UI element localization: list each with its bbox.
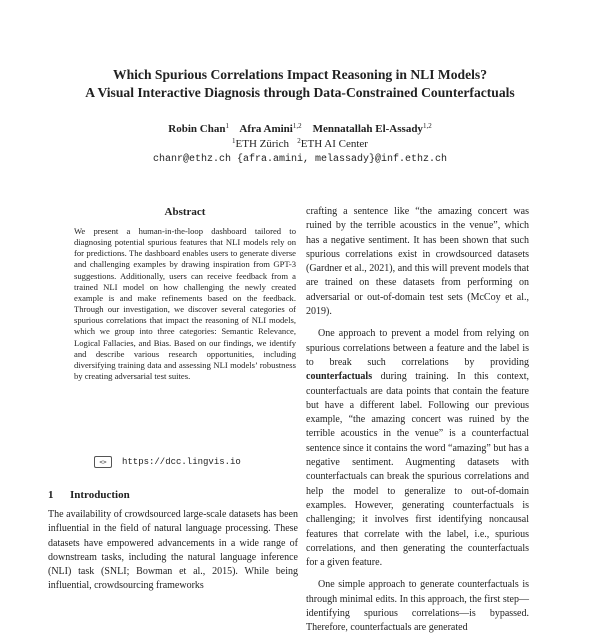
emphasis-term: counterfactuals [306, 371, 373, 383]
section-title: Introduction [70, 489, 130, 501]
section-heading [48, 489, 298, 501]
title-line-1: Which Spurious Correlations Impact Reasoning in NLI Models? [112, 67, 487, 82]
author-affiliation-mark: 1,2 [292, 122, 302, 130]
project-url[interactable]: https://dcc.lingvis.io [122, 457, 241, 467]
paper-title [20, 66, 580, 102]
author-emails: chanr@ethz.ch {afra.amini, melassady}@inf.ethz.ch [152, 154, 448, 165]
body-text: during training. In this context, counterfactuals are data points that contain the feature but have a different label. Following our previous example, “the amazing concert was ruined by the terrible acoustics in the venue” is a counterfactual sentence since it contains the word “amazing” but has a negative sentiment. Augmenting datasets with counterfactuals can break the spurious correlations and help the model to generalize to out-of-domain examples. However, generating counterfactuals is challenging; it involves first identifying noncausal features that correlate with the label, i.e., spurious correlations, and then generating the counterfactuals for a given feature. [306, 371, 529, 569]
author-affiliation-mark: 1,2 [422, 122, 432, 130]
body-text: One approach to prevent a model from relying on spurious correlations between a feature and the label is to break such correlations by providing [306, 328, 529, 368]
abstract-heading: Abstract [164, 206, 206, 218]
affiliation-mark: 2 [297, 137, 301, 145]
affiliation: ETH Zürich [235, 138, 289, 150]
affiliations [20, 137, 580, 152]
intro-paragraph: The availability of crowdsourced large-scale datasets has been influential in the field of natural language processing. These datasets have empowered advancements in a wide range of downstream tasks, including the natural language inference (NLI) task (SNLI; Bowman et al., 2015). While being influential, crowdsourcing frameworks [48, 509, 298, 592]
abstract-text: We present a human-in-the-loop dashboard tailored to diagnosing potential spurious features that NLI models rely on for predictions. The dashboard enables users to generate diverse and challenging examples by drawing inspiration from GPT-3 suggestions. Additionally, users can receive feedback from a trained NLI model on how challenging the newly created example is and make refinements based on the feedback. Through our investigation, we discover several categories of spurious correlations that impact the reasoning of NLI models, which we group into three categories: Semantic Relevance, Logical Fallacies, and Bias. Based on our findings, we identify and describe various research opportunities, including diversifying training data and assessing NLI models’ robustness by creating adversarial test suites. [74, 226, 296, 382]
right-column [306, 205, 529, 644]
body-paragraph: One simple approach to generate counterfactuals is through minimal edits. In this approach, the first step—identifying spurious correlations—is bypassed. Therefore, counterfactuals are generated [306, 579, 529, 634]
author-names [20, 122, 580, 137]
link-icon: <> [94, 456, 112, 468]
title-line-2: A Visual Interactive Diagnosis through Data-Constrained Counterfactuals [85, 85, 515, 100]
section-number: 1 [48, 489, 54, 501]
author-name: Robin Chan [168, 123, 226, 135]
affiliation: ETH AI Center [300, 138, 368, 150]
body-paragraph: crafting a sentence like “the amazing concert was ruined by the terrible acoustics in the venue”, which has a negative sentiment. It has been shown that such spurious correlations exist in crowdsourced datasets (Gardner et al., 2021), and this will prevent models that are trained on these datasets from performing on adversarial or out-of-domain test sets (McCoy et al., 2019). [306, 206, 529, 318]
affiliation-mark: 1 [232, 137, 236, 145]
author-name: Afra Amini [239, 123, 293, 135]
author-name: Mennatallah El-Assady [312, 123, 423, 135]
author-block [20, 122, 580, 167]
author-affiliation-mark: 1 [225, 122, 229, 130]
project-link[interactable] [94, 456, 294, 468]
body-paragraph [306, 327, 529, 570]
